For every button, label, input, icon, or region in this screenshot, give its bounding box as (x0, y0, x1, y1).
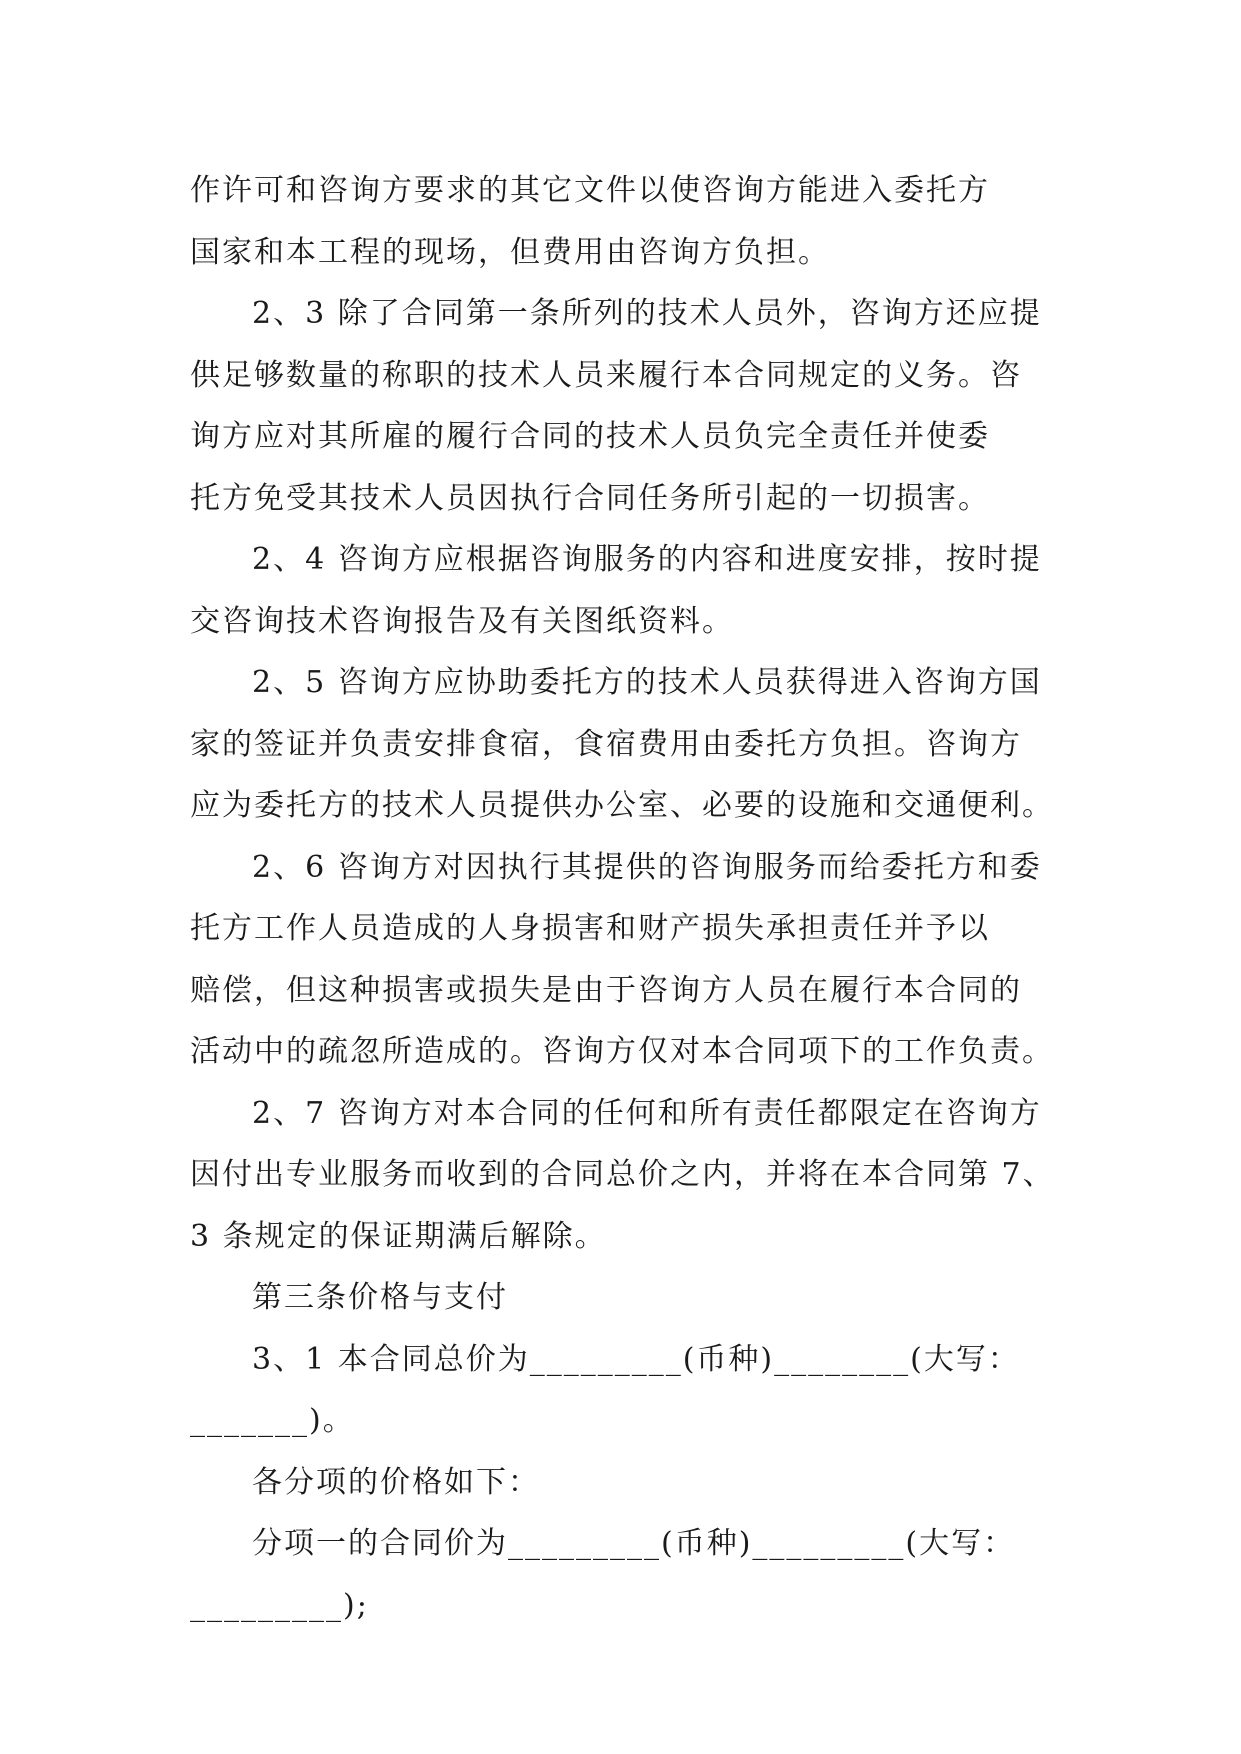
text-line: 作许可和咨询方要求的其它文件以使咨询方能进入委托方 (190, 173, 990, 208)
text-line: 国家和本工程的现场，但费用由咨询方负担。 (190, 234, 830, 270)
text-line: 各分项的价格如下： (252, 1464, 540, 1500)
text-line: 托方工作人员造成的人身损害和财产损失承担责任并予以 (190, 911, 990, 946)
text-line: 交咨询技术咨询报告及有关图纸资料。 (190, 603, 734, 639)
clause-3-1: 3、1 本合同总价为_________(币种)________(大写： (252, 1341, 1020, 1377)
text-line: 分项一的合同价为_________(币种)_________(大写： (252, 1526, 1016, 1561)
text-line: 因付出专业服务而收到的合同总价之内，并将在本合同第 7、 (190, 1157, 1055, 1192)
document-page (190, 160, 1070, 1636)
text-line: 家的签证并负责安排食宿，食宿费用由委托方负担。咨询方 (190, 726, 1022, 762)
text-line: 询方应对其所雇的履行合同的技术人员负完全责任并使委 (190, 419, 990, 454)
text-line: 3 条规定的保证期满后解除。 (190, 1218, 607, 1254)
text-line: 赔偿，但这种损害或损失是由于咨询方人员在履行本合同的 (190, 972, 1022, 1008)
text-line: _________); (190, 1587, 369, 1623)
clause-2-7: 2、7 咨询方对本合同的任何和所有责任都限定在咨询方 (252, 1095, 1042, 1131)
clause-2-3: 2、3 除了合同第一条所列的技术人员外，咨询方还应提 (252, 296, 1042, 331)
text-line: 活动中的疏忽所造成的。咨询方仅对本合同项下的工作负责。 (190, 1034, 1054, 1069)
text-line: _______)。 (190, 1403, 355, 1438)
clause-2-4: 2、4 咨询方应根据咨询服务的内容和进度安排，按时提 (252, 542, 1042, 577)
clause-2-5: 2、5 咨询方应协助委托方的技术人员获得进入咨询方国 (252, 665, 1042, 700)
text-line: 托方免受其技术人员因执行合同任务所引起的一切损害。 (190, 480, 990, 516)
clause-2-6: 2、6 咨询方对因执行其提供的咨询服务而给委托方和委 (252, 849, 1042, 885)
section-heading-article-3: 第三条价格与支付 (252, 1280, 508, 1315)
text-line: 供足够数量的称职的技术人员来履行本合同规定的义务。咨 (190, 357, 1022, 393)
text-line: 应为委托方的技术人员提供办公室、必要的设施和交通便利。 (190, 788, 1054, 823)
